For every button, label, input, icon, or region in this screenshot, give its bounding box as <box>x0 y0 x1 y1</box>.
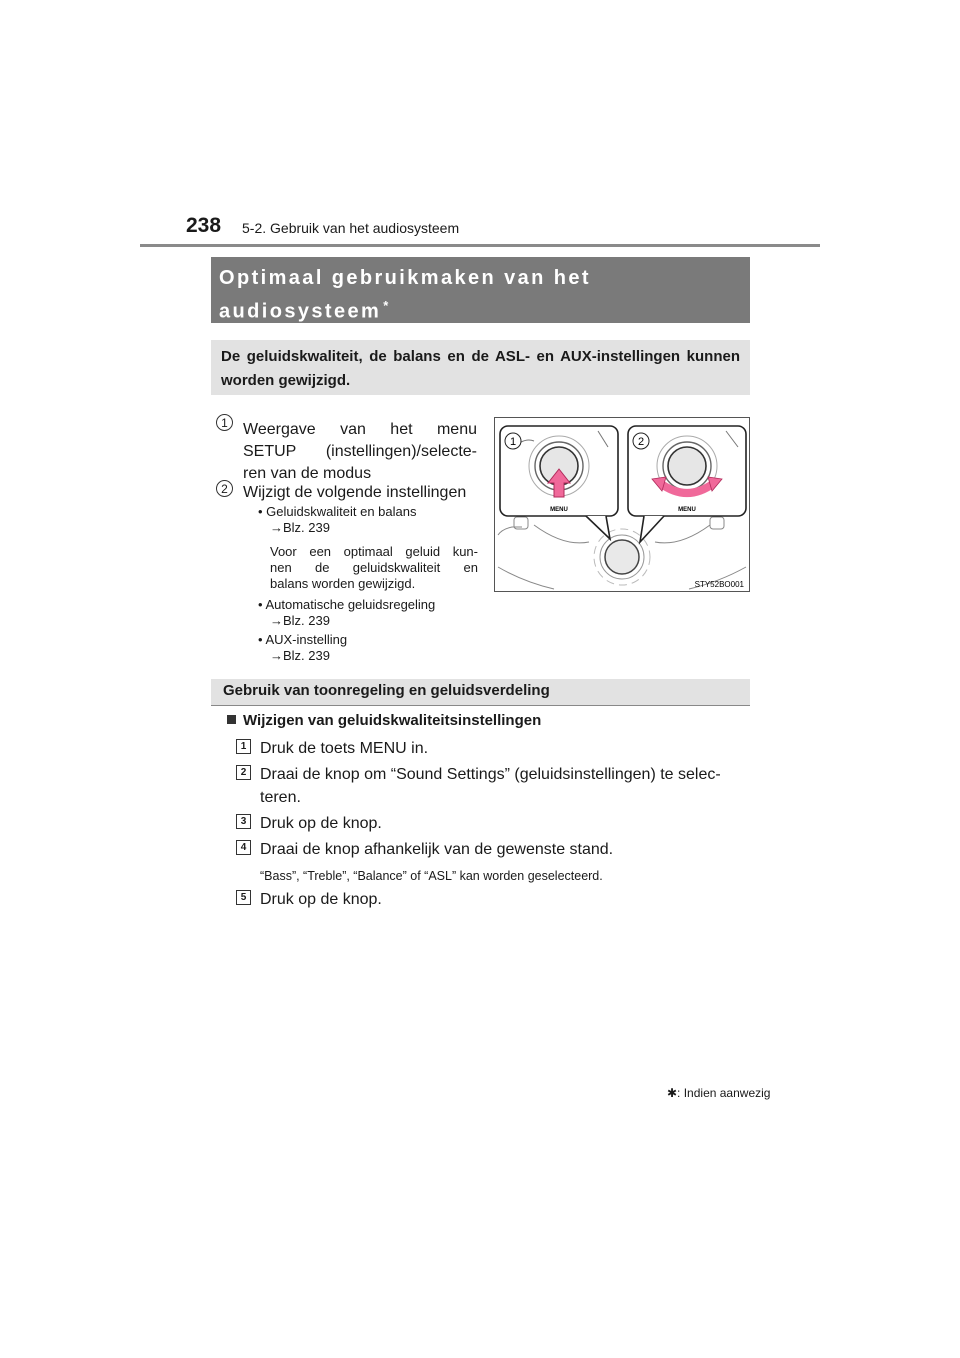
step-5-number: 5 <box>236 890 251 905</box>
item-1-line2: SETUP (instellingen)/selecte- <box>243 443 477 460</box>
section-title-line2: audiosysteem <box>219 300 382 323</box>
step-3-text: Druk op de knop. <box>260 815 382 832</box>
section-title <box>211 257 750 323</box>
step-2-text-cont: teren. <box>260 789 301 806</box>
menu-label-left: MENU <box>550 507 568 513</box>
section-title-line1: Optimaal gebruikmaken van het <box>219 267 591 289</box>
bullet-aux: • AUX-instelling <box>258 632 348 647</box>
step-5-text: Druk op de knop. <box>260 891 382 908</box>
diagram-code: STY52BO001 <box>694 580 744 589</box>
bullet-aux-ref: →Blz. 239 <box>270 648 330 663</box>
bullet-sound-note-line3: balans worden gewijzigd. <box>270 576 416 591</box>
diagram-label-1: 1 <box>509 436 517 448</box>
step-1-number: 1 <box>236 739 251 754</box>
step-4-note: “Bass”, “Treble”, “Balance” of “ASL” kan worden geselecteerd. <box>260 869 603 883</box>
section-title-line2-wrap <box>219 292 750 326</box>
item-2-number: 2 <box>216 480 233 497</box>
bullet-sound-note-line1: Voor een optimaal geluid kun- <box>270 544 478 559</box>
bullet-asl: • Automatische geluidsregeling <box>258 597 436 612</box>
step-3-number: 3 <box>236 814 251 829</box>
section-path: 5-2. Gebruik van het audiosysteem <box>242 220 460 236</box>
square-bullet-icon <box>227 715 236 724</box>
bullet-asl-ref: →Blz. 239 <box>270 613 330 628</box>
step-2-text: Draai de knop om “Sound Settings” (geluidsinstellingen) te selec- <box>260 766 721 783</box>
item-1-line3: ren van de modus <box>243 465 372 482</box>
subsection-heading <box>227 712 541 729</box>
audio-control-diagram <box>494 417 750 592</box>
menu-label-right: MENU <box>678 507 696 513</box>
footnote: ✱: Indien aanwezig <box>667 1086 771 1100</box>
diagram-label-2: 2 <box>637 436 645 448</box>
step-2-number: 2 <box>236 765 251 780</box>
item-1-line1: Weergave van het menu <box>243 421 477 438</box>
step-4-number: 4 <box>236 840 251 855</box>
step-1-text: Druk de toets MENU in. <box>260 740 429 757</box>
item-1-number: 1 <box>216 414 233 431</box>
page-number: 238 <box>186 214 222 237</box>
subsection-heading-text: Wijzigen van geluidskwaliteitsinstellingen <box>243 712 542 729</box>
bullet-sound-quality-ref: →Blz. 239 <box>270 520 330 535</box>
bullet-sound-note-line2: nen de geluidskwaliteit en <box>270 560 478 575</box>
bullet-sound-quality: • Geluidskwaliteit en balans <box>258 504 417 519</box>
subsection-header: Gebruik van toonregeling en geluidsverdeling <box>211 679 750 706</box>
step-4-text: Draai de knop afhankelijk van de gewenste stand. <box>260 841 614 858</box>
intro-box: De geluidskwaliteit, de balans en de ASL- en AUX-instellingen kunnen worden gewijzigd. <box>211 340 750 395</box>
item-2-text: Wijzigt de volgende instellingen <box>243 484 467 501</box>
header-rule <box>140 244 820 247</box>
availability-marker: * <box>383 298 389 313</box>
